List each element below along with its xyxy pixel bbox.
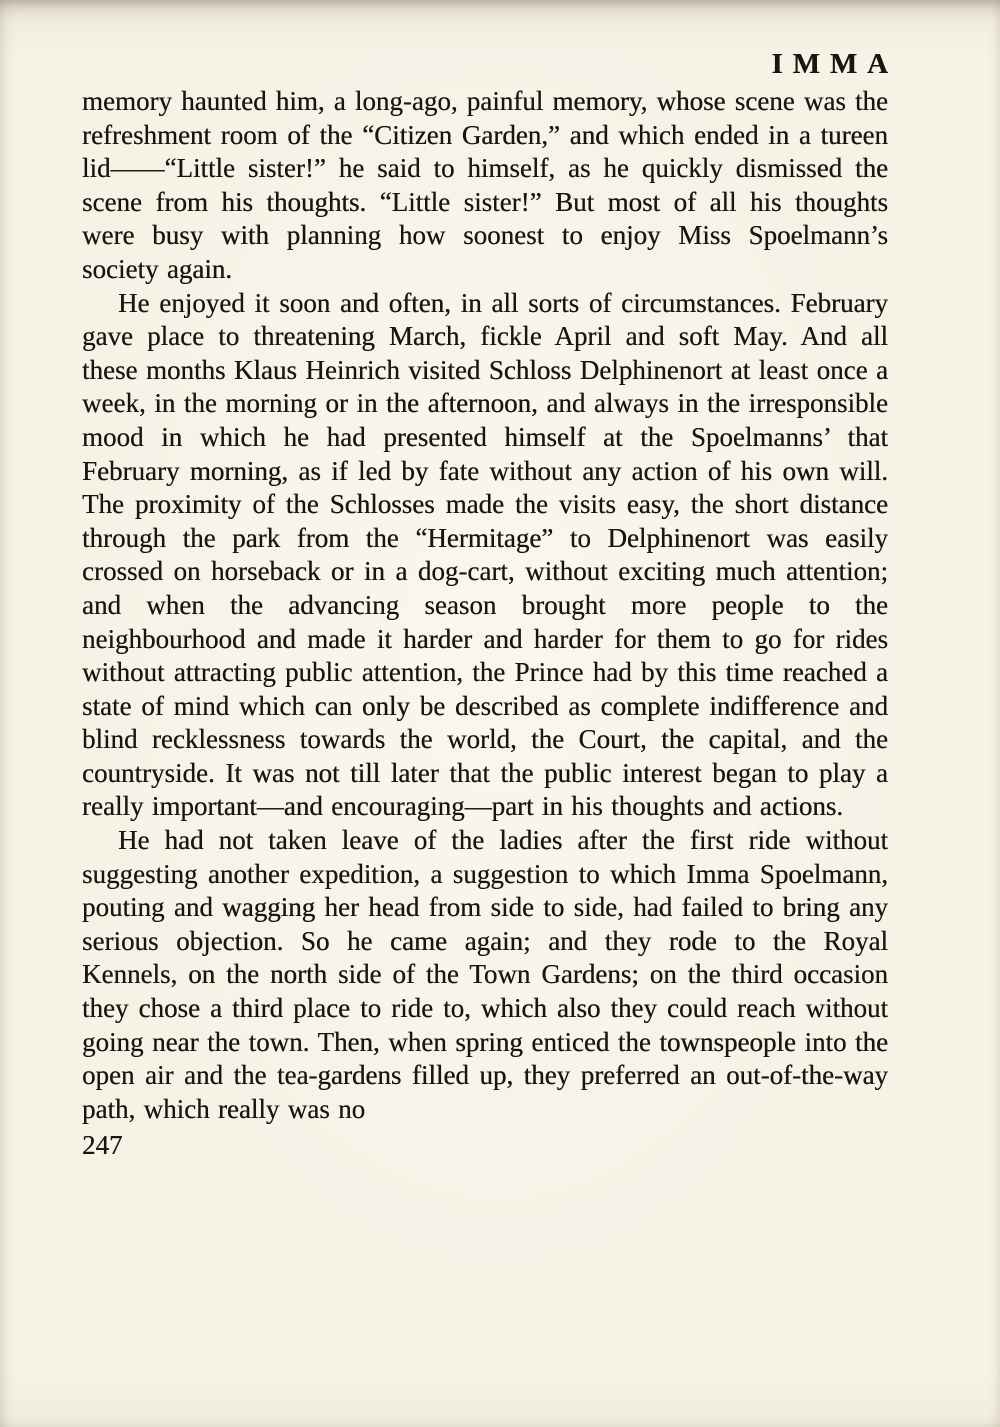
running-header: IMMA bbox=[771, 48, 898, 80]
page-body bbox=[82, 85, 888, 1126]
paragraph: He enjoyed it soon and often, in all sorts of circumstances. February gave place to threatening March, fickle April and soft May. And all these months Klaus Heinrich visited Schloss Delphinenort at least once a week, in the morning or in the afternoon, and always in the irresponsible mood in which he had presented himself at the Spoelmanns’ that February morning, as if led by fate without any action of his own will. The proximity of the Schlosses made the visits easy, the short distance through the park from the “Hermitage” to Delphinenort was easily crossed on horseback or in a dog-cart, without exciting much attention; and when the advancing season brought more people to the neighbourhood and made it harder and harder for them to go for rides without attracting public attention, the Prince had by this time reached a state of mind which can only be described as complete indifference and blind recklessness towards the world, the Court, the capital, and the countryside. It was not till later that the public interest began to play a really important—and encouraging—part in his thoughts and actions. bbox=[82, 287, 888, 822]
paragraph: He had not taken leave of the ladies after the first ride without suggesting another expedition, a suggestion to which Imma Spoelmann, pouting and wagging her head from side to side, had failed to bring any serious objection. So he came again; and they rode to the Royal Kennels, on the north side of the Town Gardens; on the third occasion they chose a third place to ride to, which also they could reach without going near the town. Then, when spring enticed the townspeople into the open air and the tea-gardens filled up, they preferred an out-of-the-way path, which really was no bbox=[82, 825, 888, 1124]
paragraph-continuation: memory haunted him, a long-ago, painful memory, whose scene was the refreshment room of the “Citizen Garden,” and which ended in a tureen lid——“Little sister!” he said to himself, as he quickly dismissed the scene from his thoughts. “Little sister!” But most of all his thoughts were busy with planning how soonest to enjoy Miss Spoelmann’s society again. bbox=[82, 86, 888, 284]
page-number: 247 bbox=[82, 1130, 123, 1161]
